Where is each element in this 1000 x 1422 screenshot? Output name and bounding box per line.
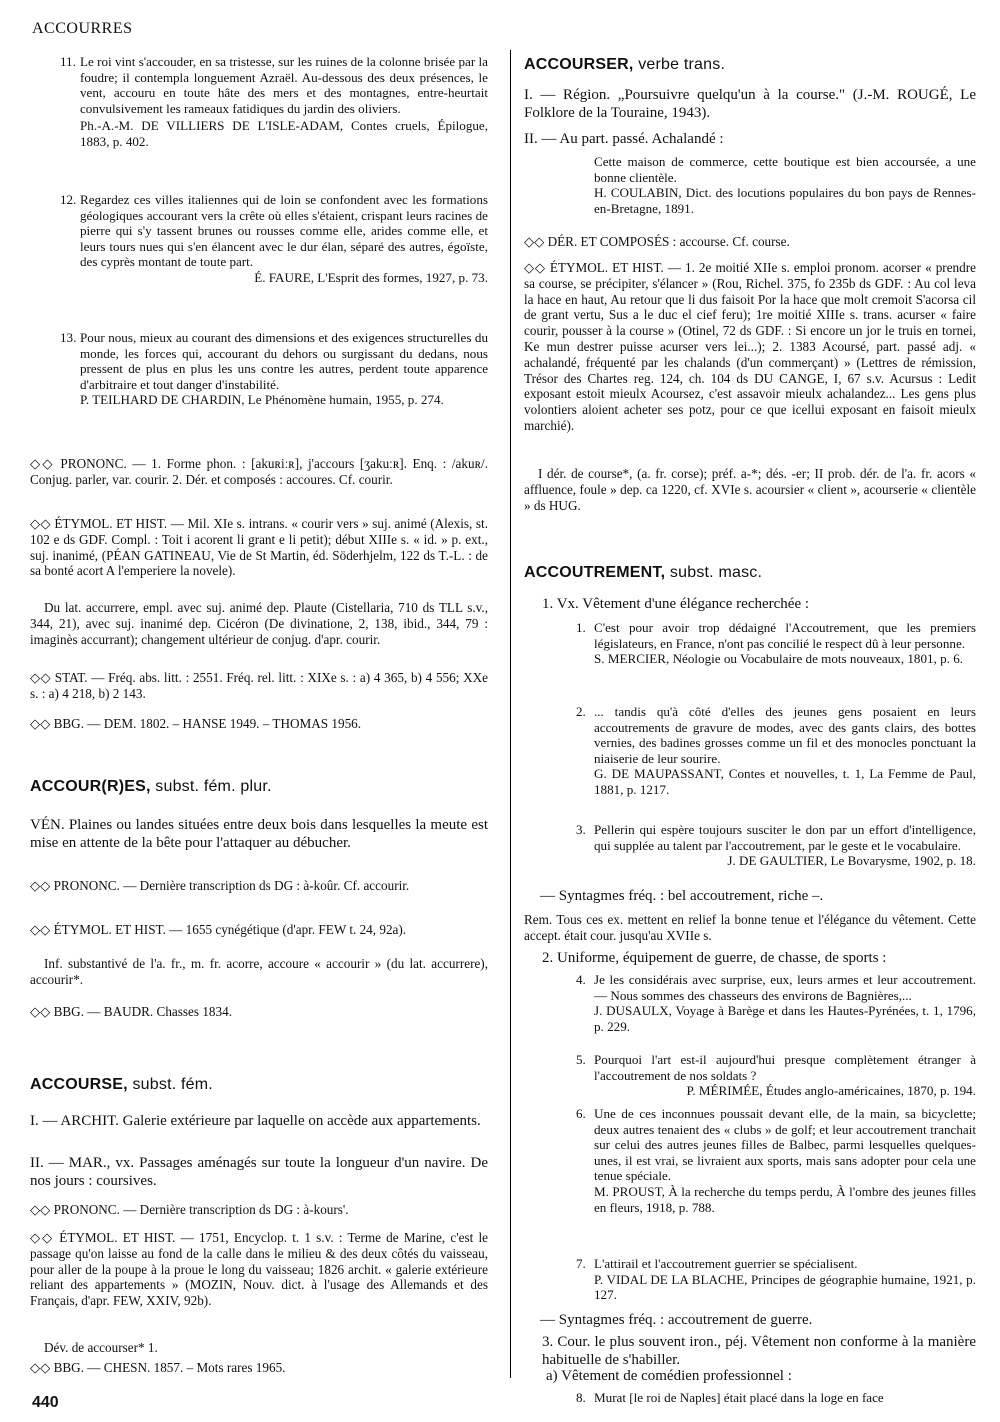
example-text: Le roi vint s'accouder, en sa tristesse, sur les ruines de la colonne brisée par la foudre; il contempla longuement Azraël. Au-dessous des deux présences, le vent, accouru en toute hâte des mers et des montagnes, entre-heurtait convulsivement les rameaux fatidiques du jardin des oliviers. [80,54,488,116]
accourres-bbg: ◇◇ BBG. — BAUDR. Chasses 1834. [30,1004,232,1019]
accourres-prononc: ◇◇ PRONONC. — Dernière transcription ds DG : à-koûr. Cf. accourir. [30,878,410,893]
example-citation: Ph.-A.-M. DE VILLIERS DE L'ISLE-ADAM, Contes cruels, Épilogue, 1883, p. 402. [80,118,488,149]
example-3: 3. Pellerin qui espère toujours susciter le don par un effort d'intelligence, qui supplée au talent par l'accoutrement, par le geste et le vocabulaire. J. DE GAULTIER, Le Bovarysme, 1902, p. 18. [576,822,976,869]
syntagmes-1: — Syntagmes fréq. : bel accoutrement, riche –. [540,888,824,904]
sense-2: 2. Uniforme, équipement de guerre, de chasse, de sports : [542,950,887,966]
accourser-sense-1: I. — Région. „Poursuivre quelqu'un à la course." (J.-M. ROUGÉ, Le Folklore de la Touraine, 1943). [524,87,976,121]
example-citation: S. MERCIER, Néologie ou Vocabulaire de mots nouveaux, 1801, p. 6. [594,651,964,667]
stat-section: ◇◇ STAT. — Fréq. abs. litt. : 2551. Fréq. rel. litt. : XIXe s. : a) 4 365, b) 4 556; XXe s. : a) 4 218, b) 2 143. [30,670,488,701]
column-divider [510,50,511,1378]
headword-accourser: ACCOURSER, verbe trans. [524,56,726,73]
running-head: ACCOURRES [32,20,133,37]
example-text: Regardez ces villes italiennes qui de loin se confondent avec les formations géologiques accourant vers la crête où elles s'étaient, crispant leurs racines de pierre qui s'y tassent brunes ou rousses comme elle, arides comme elle, et leurs tours nues qui s'en élancent avec le dur élan, séparé des autres, égoïste, des cyprès montant de toute part. [80,192,488,270]
example-citation: H. COULABIN, Dict. des locutions populaires du bon pays de Rennes-en-Bretagne, 1891. [594,185,976,216]
accourser-sense-2: II. — Au part. passé. Achalandé : [524,131,724,147]
accourse-sense-1: I. — ARCHIT. Galerie extérieure par laquelle on accède aux appartements. [30,1113,481,1129]
example-7: 7. L'attirail et l'accoutrement guerrier se spécialisent. P. VIDAL DE LA BLACHE, Principes de géographie humaine, 1921, p. 127. [576,1256,976,1303]
example-citation: P. VIDAL DE LA BLACHE, Principes de géographie humaine, 1921, p. 127. [594,1271,976,1303]
headword-accoutrement: ACCOUTREMENT, subst. masc. [524,564,763,581]
accourse-sense-2: II. — MAR., vx. Passages aménagés sur toute la longueur d'un navire. De nos jours : coursives. [30,1155,488,1189]
example-4: 4. Je les considérais avec surprise, eux, leurs armes et leur accoutrement. — Nous sommes des chasseurs des environs de Bagnières,... J. DUSAULX, Voyage à Barège et dans les Hautes-Pyrénées, t. 1, 1796, p. 229. [576,972,976,1034]
sense-1: 1. Vx. Vêtement d'une élégance recherchée : [542,596,810,612]
example-5: 5. Pourquoi l'art est-il aujourd'hui presque complètement étranger à l'accoutrement de nos soldats ? P. MÉRIMÉE, Études anglo-américaines, 1870, p. 194. [576,1052,976,1099]
example-citation: P. TEILHARD DE CHARDIN, Le Phénomène humain, 1955, p. 274. [80,392,444,408]
accourser-der: ◇◇ DÉR. ET COMPOSÉS : accourse. Cf. course. [524,234,790,249]
example-citation: P. MÉRIMÉE, Études anglo-américaines, 1870, p. 194. [686,1083,976,1099]
accourser-example: Cette maison de commerce, cette boutique est bien accoursée, a une bonne clientèle. H. COULABIN, Dict. des locutions populaires du bon pays de Rennes-en-Bretagne, 1891. [594,154,976,216]
etymol-origin: Du lat. accurrere, empl. avec suj. animé dep. Plaute (Cistellaria, 710 ds TLL s.v., 344, 21), avec suj. inanimé dep. Cicéron (De divinatione, 2, 138, ibid., 344, 79 : imaginès accurrant); changement ultérieur de conjug. d'apr. courir. [30,600,488,647]
accourser-etymol: ◇◇ ÉTYMOL. ET HIST. — 1. 2e moitié XIIe s. emploi pronom. acorser « prendre sa course, se précipiter, s'élancer » (Rou, Richel. 375, fo 235b ds GDF. : Au col leva la hace en haut, Au retour que li dus faisoit Por la hace que molt cremoit S'acorsa cil de grant vertu, Sus a le duc el cief feru); 1re moitié XIIIe s. trans. acurser « faire courir, pousser à la course » (Otinel, 72 ds GDF. : Si encore un jor le truis en tornei, Ke mun destrer puisse acurser vers lei...); 2. 1383 Acoursé, part. passé adj. « achalandé, fréquenté par les chalands (d'un commerçant) » (Lettres de rémission, Trésor des Chartes reg. 124, ch. 104 ds DU CANGE, I, 67 s.v. Acursus : Ledit exposant estoit mieulx Acoursez, c'est assavoir mieulx achalandez... Les gens plus volontiers aloient acheter ses potz, pour ce que icellui exposant en faisoit mieulx marchié). [524,260,976,433]
sense-3: 3. Cour. le plus souvent iron., péj. Vêtement non conforme à la manière habituelle de s'habiller. [542,1334,976,1368]
accourres-etymol-origin: Inf. substantivé de l'a. fr., m. fr. acorre, accoure « accourir » (du lat. accurrere), accourir*. [30,956,488,987]
example-text: Pour nous, mieux au courant des dimensions et des exigences structurelles du monde, les forces qui, accourant du dehors ou surgissant du dedans, nous pressent de plus en plus les uns contre les autres, perdent toute apparence d'arbitraire et tout danger d'instabilité. [80,330,488,392]
remark: Rem. Tous ces ex. mettent en relief la bonne tenue et l'élégance du vêtement. Cette accept. était cour. jusqu'au XVIIe s. [524,912,976,943]
page-number: 440 [32,1394,59,1411]
accourres-definition: VÉN. Plaines ou landes situées entre deux bois dans lesquelles la meute est mise en attente de la bête pour l'attaquer au débucher. [30,817,488,851]
left-column [30,54,488,1386]
prononc-section: ◇◇ PRONONC. — 1. Forme phon. : [akuʀiːʀ], j'accours [ʒakuːʀ]. Enq. : /akuʀ/. Conjug. parler, var. courir. 2. Dér. et composés : accoures. Cf. courir. [30,456,488,487]
example-citation: J. DE GAULTIER, Le Bovarysme, 1902, p. 18. [727,853,976,869]
accourse-dev: Dév. de accourser* 1. [44,1340,158,1355]
accourse-bbg: ◇◇ BBG. — CHESN. 1857. – Mots rares 1965. [30,1360,286,1375]
example-citation: É. FAURE, L'Esprit des formes, 1927, p. 73. [254,269,488,285]
accourse-etymol: ◇◇ ÉTYMOL. ET HIST. — 1751, Encyclop. t. 1 s.v. : Terme de Marine, c'est le passage qu'on laisse au fond de la calle dans le milieu & des deux côtés du vaisseau, pour aller de la poupe à la proue le long du vaisseau; 1826 archit. « galerie extérieure reliant des appartements » (MOZIN, Nouv. dict. à l'usage des Allemands et des Français, d'apr. FEW, XXIV, 92b). [30,1230,488,1309]
accourser-etymol-origin: I dér. de course*, (a. fr. corse); préf. a-*; dés. -er; II prob. dér. de l'a. fr. acors « affluence, foule » dep. ca 1220, cf. XVIe s. acoursier « client », acourserie « clientèle » ds HUG. [524,466,976,513]
example-8: 8. Murat [le roi de Naples] était placé dans la loge en face [576,1390,884,1405]
etymol-section: ◇◇ ÉTYMOL. ET HIST. — Mil. XIe s. intrans. « courir vers » suj. animé (Alexis, st. 102 e ds GDF. Compl. : Toit i acorent li grant e li petit); début XIIIe s. « id. » p. ext., suj. inanimé, (PÉAN GATINEAU, Vie de St Martin, éd. Söderhjelm, 122 ds T.-L. : de sa bonté acort A l'emperiere la novele). [30,516,488,579]
example-12: 12. Regardez ces villes italiennes qui de loin se confondent avec les formations géologiques accourant vers la crête où elles s'étaient, crispant leurs racines de pierre qui s'y tassent brunes ou rousses comme elle, arides comme elle, et leurs tours nues qui s'en élancent avec le dur élan, séparé des autres, égoïste, des cyprès montant de toute part. É. FAURE, L'Esprit des formes, 1927, p. 73. [60,192,488,285]
example-11: 11. Le roi vint s'accouder, en sa tristesse, sur les ruines de la colonne brisée par la foudre; il contempla longuement Azraël. Au-dessous des deux présences, le vent, accouru en toute hâte des mers et des montagnes, entre-heurtait convulsivement les rameaux fatidiques du jardin des oliviers. Ph.-A.-M. DE VILLIERS DE L'ISLE-ADAM, Contes cruels, Épilogue, 1883, p. 402. [60,54,488,149]
right-column [524,50,976,1405]
example-13: 13. Pour nous, mieux au courant des dimensions et des exigences structurelles du monde, les forces qui, accourant du dehors ou surgissant du dedans, nous pressent de plus en plus les uns contre les autres, perdent toute apparence d'arbitraire et tout danger d'instabilité. P. TEILHARD DE CHARDIN, Le Phénomène humain, 1955, p. 274. [60,330,488,408]
accourse-prononc: ◇◇ PRONONC. — Dernière transcription ds DG : à-kours'. [30,1202,349,1217]
accourres-etymol: ◇◇ ÉTYMOL. ET HIST. — 1655 cynégétique (d'apr. FEW t. 24, 92a). [30,922,407,937]
example-citation: G. DE MAUPASSANT, Contes et nouvelles, t. 1, La Femme de Paul, 1881, p. 1217. [594,766,976,797]
sense-3a: a) Vêtement de comédien professionnel : [546,1368,792,1384]
example-citation: M. PROUST, À la recherche du temps perdu, À l'ombre des jeunes filles en fleurs, 1918, p. 788. [594,1183,976,1215]
bbg-section: ◇◇ BBG. — DEM. 1802. – HANSE 1949. – THOMAS 1956. [30,716,362,731]
example-1: 1. C'est pour avoir trop dédaigné l'Accoutrement, que les premiers législateurs, en France, n'ont pas concilié le respect dû à leur personne. S. MERCIER, Néologie ou Vocabulaire de mots nouveaux, 1801, p. 6. [576,620,976,667]
example-2: 2. ... tandis qu'à côté d'elles des jeunes gens posaient en leurs accoutrements de gravure de modes, avec des gants clairs, des bottes vernies, des badines grosses comme un fil et des monocles ponctuant la niaiserie de leur sourire. G. DE MAUPASSANT, Contes et nouvelles, t. 1, La Femme de Paul, 1881, p. 1217. [576,704,976,797]
headword-accourse: ACCOURSE, subst. fém. [30,1076,213,1093]
syntagmes-2: — Syntagmes fréq. : accoutrement de guerre. [540,1312,813,1328]
example-citation: J. DUSAULX, Voyage à Barège et dans les Hautes-Pyrénées, t. 1, 1796, p. 229. [594,1003,976,1034]
example-6: 6. Une de ces inconnues poussait devant elle, de la main, sa bicyclette; deux autres tenaient des « clubs » de golf; et leur accoutrement tranchait sur celui des autres jeunes filles de Balbec, parmi lesquelles quelques-unes, il est vrai, se livraient aux sports, mais sans adopter pour cela une tenue spéciale. M. PROUST, À la recherche du temps perdu, À l'ombre des jeunes filles en fleurs, 1918, p. 788. [576,1106,976,1215]
headword-accourres: ACCOUR(R)ES, subst. fém. plur. [30,778,272,795]
